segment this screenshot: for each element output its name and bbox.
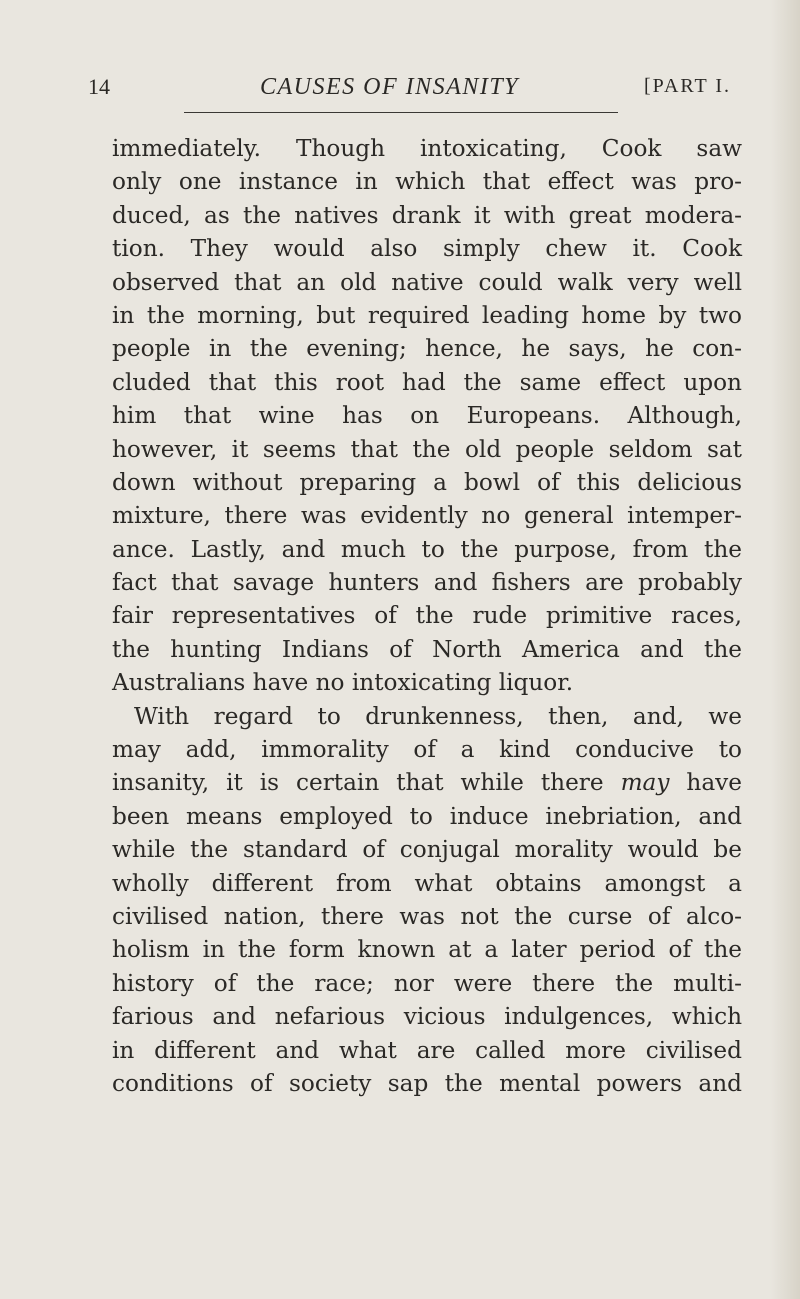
text-line: ance. Lastly, and much to the purpose, from the bbox=[112, 535, 742, 563]
text-line: cluded that this root had the same effect upon bbox=[112, 368, 742, 396]
text-line: while the standard of conjugal morality would be bbox=[112, 836, 742, 864]
text-line: history of the race; nor were there the multi- bbox=[112, 969, 742, 997]
text-line: wholly different from what obtains amongst a bbox=[112, 869, 742, 897]
text-line: farious and nefarious vicious indulgences, which bbox=[112, 1003, 742, 1031]
part-label: [PART I. bbox=[644, 75, 732, 97]
page-number: 14 bbox=[88, 74, 110, 99]
text-line: in different and what are called more civilised bbox=[112, 1036, 742, 1064]
text-line: him that wine has on Europeans. Although, bbox=[112, 402, 742, 430]
text-line: may add, immorality of a kind conducive to bbox=[112, 736, 742, 764]
text-line: been means employed to induce inebriation, and bbox=[112, 802, 742, 830]
text-line: conditions of society sap the mental powers and bbox=[112, 1069, 742, 1097]
text-line: the hunting Indians of North America and the bbox=[112, 635, 742, 663]
text-line: holism in the form known at a later period of the bbox=[112, 936, 742, 964]
body-text bbox=[112, 132, 742, 1100]
text-line: observed that an old native could walk very well bbox=[112, 268, 742, 296]
text-line: duced, as the natives drank it with great modera- bbox=[112, 201, 742, 229]
text-line: mixture, there was evidently no general intemper- bbox=[112, 502, 742, 530]
text-line: With regard to drunkenness, then, and, we bbox=[134, 702, 742, 730]
text-line: immediately. Though intoxicating, Cook saw bbox=[112, 135, 742, 162]
text-line: fact that savage hunters and fishers are probably bbox=[112, 569, 742, 597]
text-line: down without preparing a bowl of this delicious bbox=[112, 468, 742, 496]
emphasis: may bbox=[620, 769, 670, 797]
text-line: civilised nation, there was not the curse of alco- bbox=[112, 902, 742, 930]
header-rule bbox=[184, 112, 618, 113]
text-line: fair representatives of the rude primitive races, bbox=[112, 602, 742, 630]
text-line: Australians have no intoxicating liquor. bbox=[112, 669, 574, 697]
running-head bbox=[88, 74, 768, 104]
text-line: tion. They would also simply chew it. Cook bbox=[112, 235, 742, 263]
running-title: CAUSES OF INSANITY bbox=[260, 74, 520, 100]
page-edge-shadow bbox=[770, 0, 800, 1299]
text-line: however, it seems that the old people seldom sat bbox=[112, 435, 742, 463]
text-line: people in the evening; hence, he says, he con- bbox=[112, 335, 742, 363]
text-line: in the morning, but required leading home by two bbox=[112, 301, 742, 329]
text-line: insanity, it is certain that while there may have bbox=[112, 769, 743, 797]
text-line: only one instance in which that effect was pro- bbox=[112, 168, 742, 196]
